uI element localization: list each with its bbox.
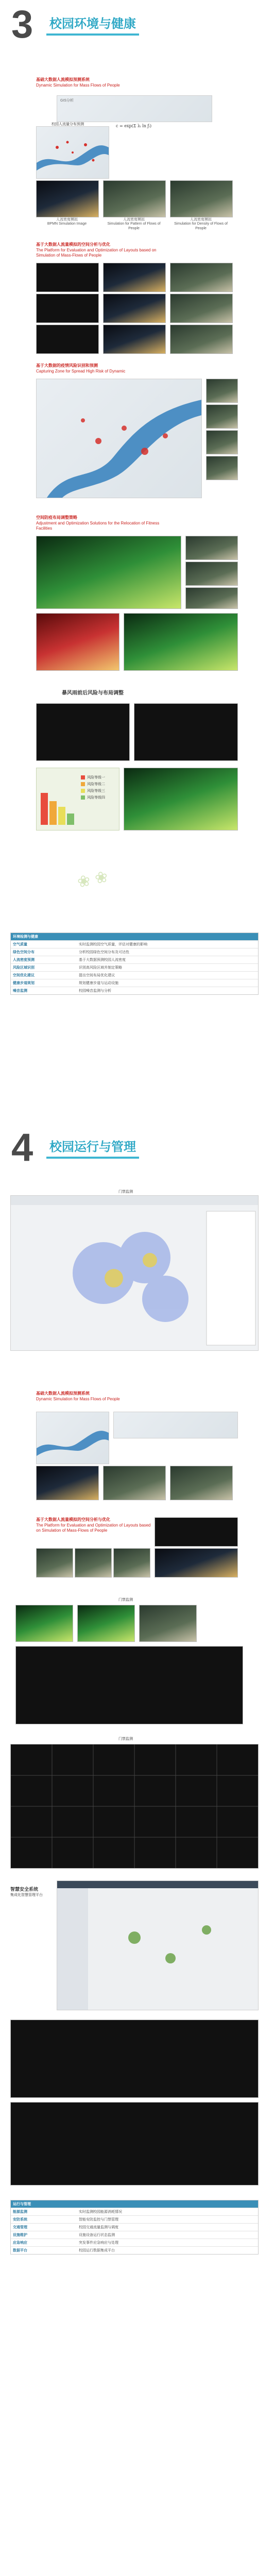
table-header-spacer [77,2200,258,2208]
video-wall-grid [11,1744,258,1868]
legend-label: 风险等级三 [87,789,105,793]
aerial-thumb-3 [185,587,238,609]
table-cell-value: 基于大数据预测校园人流密度 [79,958,126,962]
flow-panel-2 [113,1412,238,1438]
table-cell-value: 提出空间布局优化建议 [79,974,115,977]
grid-photo-6 [170,294,233,323]
section-subtitle [46,33,139,36]
campus-flow-map [36,126,109,179]
aerial-view-3 [124,613,238,671]
risk-map-dark [124,768,238,831]
s4-small-1 [36,1548,73,1578]
table-cell-value: 校园噪音监测与分析 [79,989,111,993]
storm-photo-1 [36,703,130,761]
table-cell-value: 智能安防监控与门禁管理 [79,2218,118,2222]
data-screen [10,2102,259,2185]
table-row [11,956,258,964]
legend-swatch [81,775,85,779]
grid-photo-8 [103,325,166,354]
environment-table [10,933,259,995]
table-row [11,987,258,994]
s4-small-2 [75,1548,112,1578]
legend-item [81,775,105,780]
table-cell-key: 数据平台 [13,2249,27,2252]
table-row [11,979,258,987]
section-number: 3 [11,3,33,46]
table-cell-value: 实时监测校园能源消耗情况 [79,2210,122,2214]
heading-risk-en: Capturing Zone for Spread High Risk of Dynamic [36,369,126,374]
table-cell-key: 应急响应 [13,2241,27,2245]
legend-label: 风险等级四 [87,796,105,800]
video-wall [10,1744,259,1869]
aerial-thumb-1 [185,536,238,560]
river-shape-2 [37,1412,109,1464]
s4-night-2 [155,1548,238,1578]
risk-bar [41,793,48,825]
grid-photo-3 [170,263,233,292]
screen-caption-en: 集成化智慧管理平台 [10,1893,43,1897]
table-cell-value: 设施设备运行状态监测 [79,2233,115,2237]
legend-label: 风险等级一 [87,776,105,779]
access-heatmap [10,1195,259,1351]
table-cell-key: 风险区域识别 [13,966,35,970]
risk-bar-chart [39,771,75,827]
control-screen [10,2020,259,2098]
risk-photo-3 [206,430,238,454]
storm-photo-2 [134,703,238,761]
grid-photo-2 [103,263,166,292]
table-header [11,933,258,941]
s4-sim-1 [36,1466,99,1500]
dashboard-svg [57,1881,258,2010]
table-cell-value: 规划健康步道与运动设施 [79,981,118,985]
map-caption: 校园人流量分布预测 [52,123,84,126]
heading-storm: 暴风雨前后风险与布局调整 [62,690,124,696]
table-cell-key: 绿色空间分布 [13,951,35,954]
table-row [11,2231,258,2239]
s4-sim-2 [103,1466,166,1500]
table-cell-key: 能源监测 [13,2210,27,2214]
table-cell-key: 交通管理 [13,2226,27,2229]
heading-adjust-en: Adjustment and Optimization Solutions for the Relocation of Fitness Facilities [36,521,160,531]
risk-bar [67,814,74,825]
s4-sim-3 [170,1466,233,1500]
model-view-1 [15,1605,73,1642]
panel-label: 门禁监测 [118,1598,133,1602]
risk-bar [58,807,65,825]
table-cell-key: 安防系统 [13,2218,27,2222]
dashboard-screenshot [57,1880,259,2010]
section-4 [0,1123,274,2298]
heading-simulation-en: Dynamic Simulation for Mass Flows of People [36,83,120,88]
risk-legend [36,768,119,831]
section-subtitle [46,1157,139,1159]
section-title [46,1136,139,1159]
table-cell-value: 识别高风险区域并制定策略 [79,966,122,970]
operation-table [10,2200,259,2255]
heading-optimization-en: The Platform for Evaluation and Optimization of Layouts based on Simulation of Mass-Flows of People [36,1523,151,1533]
grid-photo-1 [36,263,99,292]
sim-image-1 [36,180,99,217]
section-3 [0,0,274,1046]
table-body [11,2208,258,2254]
grid-photo-7 [36,325,99,354]
heatmap-svg [11,1196,258,1350]
legend-list [78,773,108,802]
logo-watermark-1: ❀ ❀ [76,868,110,892]
legend-label: 风险等级二 [87,783,105,786]
sim-caption-3: 人流密度模拟 Simulation for Density of Flows of People [174,218,228,230]
legend-item [81,788,105,793]
legend-swatch [81,782,85,786]
heading-optimization-cn: 基于大数据人流量模拟的空间分析与优化 [36,1517,110,1522]
table-row [11,2239,258,2247]
table-cell-value: 校园交通流量监测与调度 [79,2226,118,2229]
table-row [11,948,258,956]
model-view-3 [139,1605,197,1642]
table-body [11,941,258,994]
aerial-view-2 [36,613,119,671]
table-cell-key: 健康步道规划 [13,981,35,985]
table-cell-key: 噪音监测 [13,989,27,993]
heading-optimization-cn: 基于大数据人流量模拟的空间分析与优化 [36,242,110,247]
heading-optimization-en: The Platform for Evaluation and Optimization of Layouts based on Simulation of Mass-Flows of People [36,248,157,258]
s4-night-1 [155,1517,238,1547]
table-row [11,2224,258,2231]
aerial-view-1 [36,536,181,609]
grid-photo-5 [103,294,166,323]
risk-photo-1 [206,379,238,403]
table-title: 环境检测与健康 [13,935,38,939]
table-row [11,2216,258,2224]
legend-item [81,782,105,787]
grid-photo-4 [36,294,99,323]
model-view-2 [77,1605,135,1642]
section-title-text: 校园运行与管理 [49,1140,136,1154]
table-cell-key: 空气质量 [13,943,27,946]
risk-map [36,379,202,498]
heading-simulation-cn: 基础大数据人流模拟预测系统 [36,1391,90,1396]
heading-risk-cn: 基于大数据的疫情风险识别和预测 [36,363,98,368]
aerial-thumb-2 [185,562,238,586]
flow-map-2 [36,1412,109,1464]
sim-image-2 [103,180,166,217]
sim-caption-2: 人流密度模拟 Simulation for Pattern of Flows of People [107,218,161,230]
risk-photo-2 [206,404,238,429]
section-title-text: 校园环境与健康 [49,17,136,31]
table-cell-value: 分析校园绿色空间分布及可达性 [79,951,129,954]
table-row [11,972,258,979]
panel-label: 门禁监测 [118,1190,133,1194]
panel-label: 门禁监测 [118,1737,133,1741]
table-row [11,2208,258,2216]
section-number: 4 [11,1126,33,1170]
legend-swatch [81,795,85,800]
table-title: 运行与管理 [13,2202,31,2206]
map-panel-top-text: GIS分析 [60,99,74,103]
sim-image-3 [170,180,233,217]
table-row [11,2247,258,2254]
legend-swatch [81,789,85,793]
river-shape [37,127,109,178]
section-title [46,12,139,36]
table-row [11,941,258,948]
table-cell-key: 设施维护 [13,2233,27,2237]
sim-caption-1: 人流密度模拟 BPMN Simulation Image [47,218,87,226]
risk-map-svg [37,379,201,498]
grid-photo-9 [170,325,233,354]
projector-room [15,1646,243,1724]
table-cell-value: 实时监测校园空气质量，评估对健康的影响 [79,943,147,946]
legend-item [81,795,105,800]
screen-caption-cn: 智慧安全系统 [10,1887,39,1892]
table-cell-key: 人流密度预测 [13,958,35,962]
table-cell-value: 突发事件应急响应与处理 [79,2241,118,2245]
heading-simulation-cn: 基础大数据人流模拟预测系统 [36,77,90,82]
formula-label: c = exp(Σ λᵢ ln ƒᵢ) [116,124,152,128]
risk-photo-4 [206,456,238,480]
risk-bar [49,801,57,825]
table-cell-key: 空间优化建议 [13,974,35,977]
table-header [11,2200,258,2208]
map-panel-top [57,95,212,122]
s4-small-3 [113,1548,150,1578]
table-header-spacer [77,933,258,940]
heading-adjust-cn: 空间防疫布局调整策略 [36,515,77,520]
table-cell-value: 校园运行数据集成平台 [79,2249,115,2252]
table-row [11,964,258,972]
heading-simulation-en: Dynamic Simulation for Mass Flows of People [36,1397,120,1401]
